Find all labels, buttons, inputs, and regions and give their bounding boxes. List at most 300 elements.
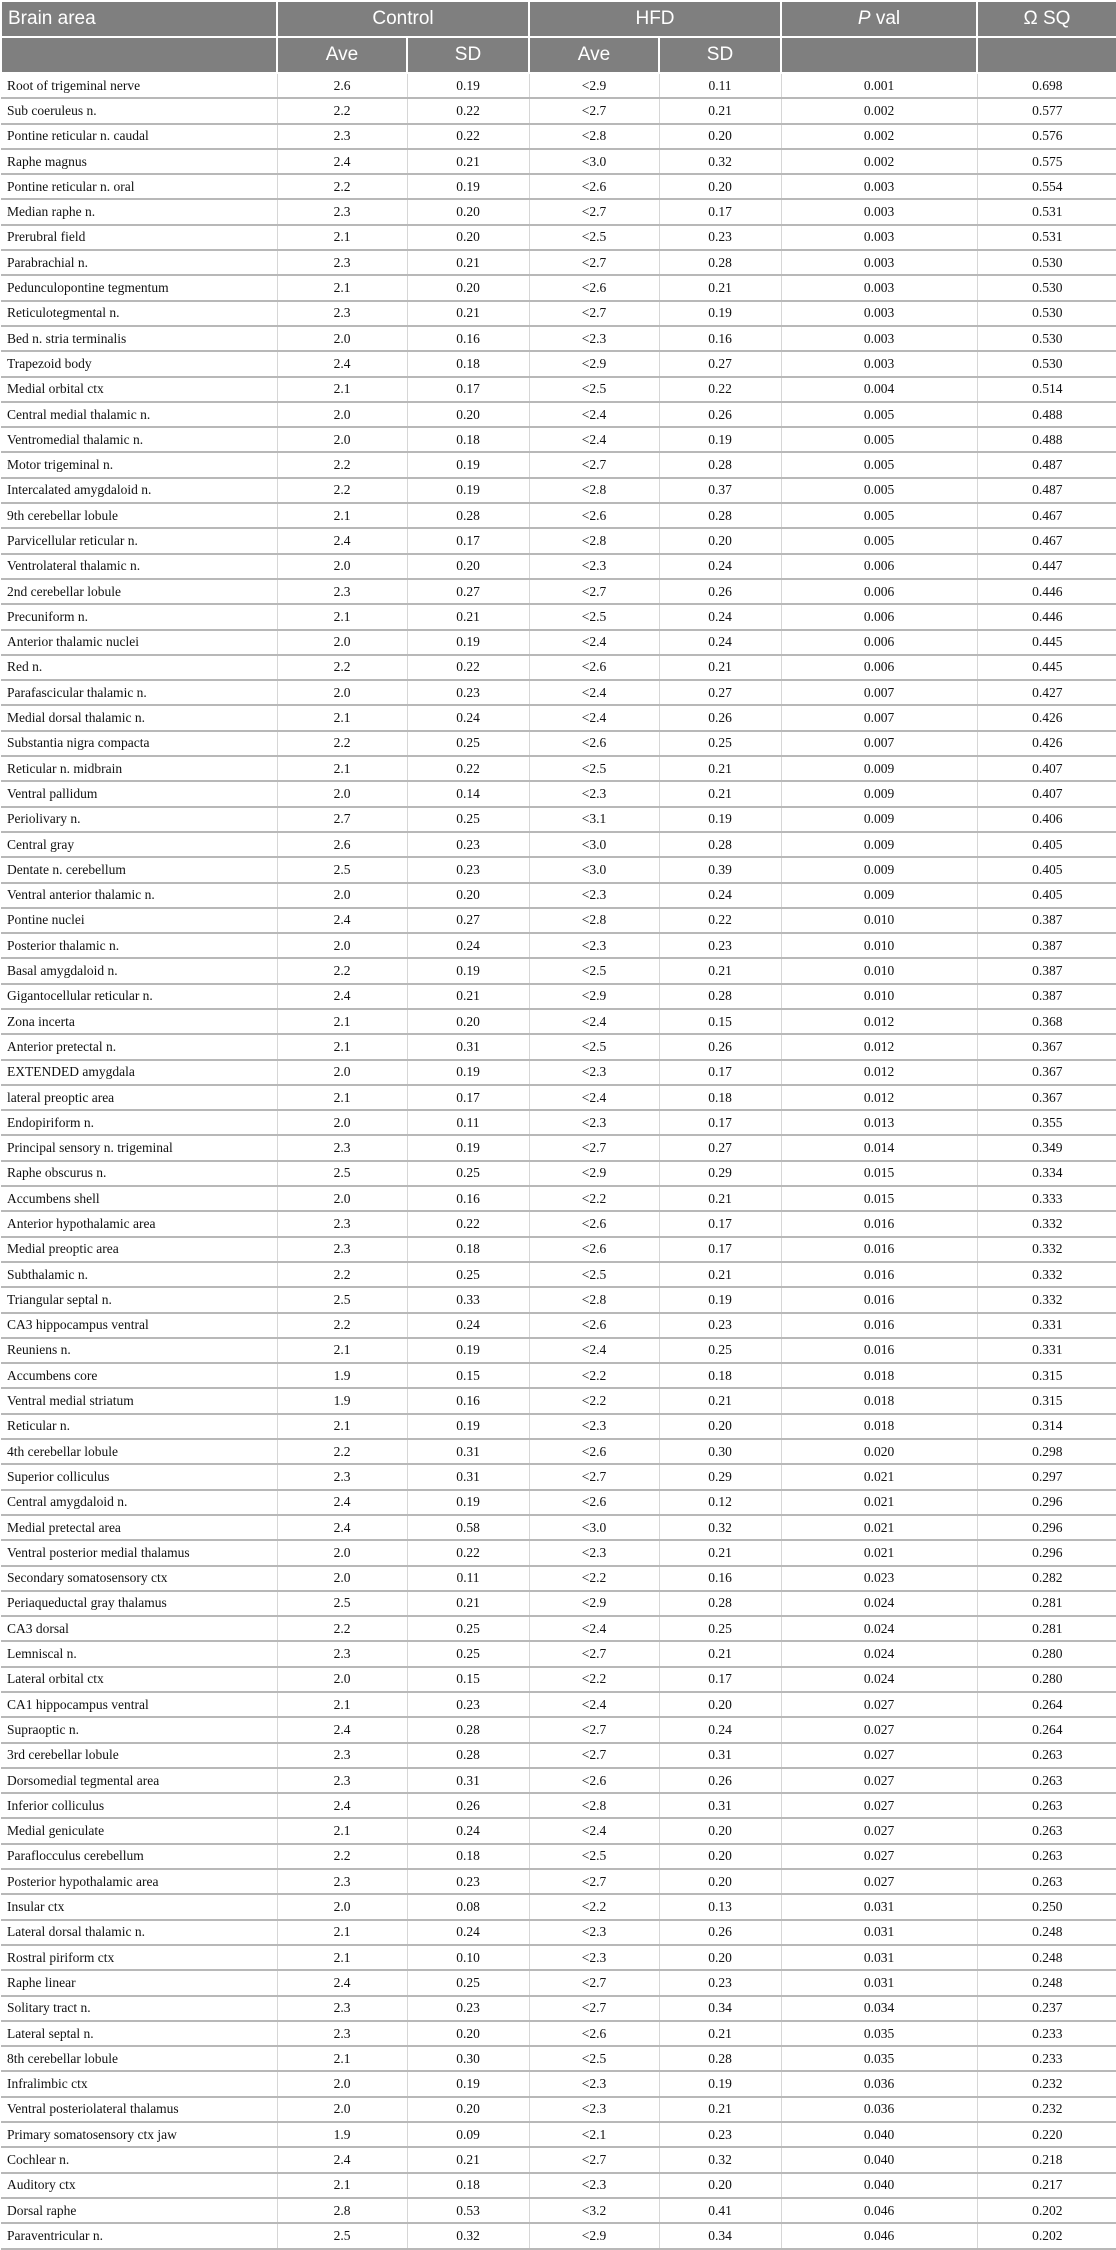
cell-control-sd: 0.19: [407, 478, 529, 503]
cell-control-sd: 0.21: [407, 250, 529, 275]
cell-hfd-sd: 0.21: [659, 1186, 781, 1211]
cell-control-ave: 1.9: [277, 2122, 407, 2147]
cell-hfd-ave: <2.9: [529, 2223, 659, 2248]
header-row-top: [1, 1, 1116, 37]
table-row: [1, 1414, 1116, 1439]
table-row: [1, 2046, 1116, 2071]
cell-hfd-sd: 0.21: [659, 2097, 781, 2122]
cell-hfd-sd: 0.15: [659, 1009, 781, 1034]
table-row: [1, 1566, 1116, 1591]
cell-omega-sq: 0.407: [977, 781, 1116, 806]
cell-hfd-sd: 0.17: [659, 1667, 781, 1692]
cell-hfd-sd: 0.28: [659, 832, 781, 857]
cell-omega-sq: 0.445: [977, 630, 1116, 655]
cell-hfd-sd: 0.26: [659, 402, 781, 427]
cell-control-sd: 0.19: [407, 958, 529, 983]
cell-p-value: 0.009: [781, 807, 977, 832]
cell-omega-sq: 0.218: [977, 2147, 1116, 2172]
cell-p-value: 0.016: [781, 1287, 977, 1312]
cell-control-sd: 0.09: [407, 2122, 529, 2147]
cell-brain-area: Reticular n.: [1, 1414, 277, 1439]
cell-control-sd: 0.31: [407, 1034, 529, 1059]
table-row: [1, 908, 1116, 933]
cell-brain-area: Pontine reticular n. caudal: [1, 124, 277, 149]
cell-brain-area: Endopiriform n.: [1, 1110, 277, 1135]
table-row: [1, 174, 1116, 199]
cell-control-sd: 0.32: [407, 2223, 529, 2248]
cell-hfd-ave: <2.2: [529, 1566, 659, 1591]
cell-brain-area: Medial dorsal thalamic n.: [1, 705, 277, 730]
cell-control-sd: 0.19: [407, 1338, 529, 1363]
cell-control-ave: 2.0: [277, 933, 407, 958]
table-row: [1, 1970, 1116, 1995]
cell-omega-sq: 0.281: [977, 1616, 1116, 1641]
cell-omega-sq: 0.217: [977, 2173, 1116, 2198]
cell-omega-sq: 0.530: [977, 351, 1116, 376]
cell-brain-area: Parabrachial n.: [1, 250, 277, 275]
cell-control-sd: 0.11: [407, 1566, 529, 1591]
cell-hfd-sd: 0.41: [659, 2198, 781, 2223]
cell-brain-area: Rostral piriform ctx: [1, 1945, 277, 1970]
cell-hfd-sd: 0.25: [659, 1338, 781, 1363]
cell-control-ave: 2.5: [277, 1287, 407, 1312]
cell-control-sd: 0.17: [407, 377, 529, 402]
cell-control-ave: 2.3: [277, 2021, 407, 2046]
cell-hfd-sd: 0.23: [659, 1970, 781, 1995]
cell-hfd-sd: 0.31: [659, 1743, 781, 1768]
cell-p-value: 0.003: [781, 301, 977, 326]
cell-control-ave: 2.0: [277, 2071, 407, 2096]
cell-hfd-sd: 0.22: [659, 377, 781, 402]
cell-p-value: 0.002: [781, 124, 977, 149]
table-row: [1, 1869, 1116, 1894]
cell-brain-area: EXTENDED amygdala: [1, 1060, 277, 1085]
cell-omega-sq: 0.406: [977, 807, 1116, 832]
cell-hfd-sd: 0.24: [659, 1717, 781, 1742]
cell-control-sd: 0.33: [407, 1287, 529, 1312]
cell-control-sd: 0.25: [407, 1161, 529, 1186]
table-row: [1, 579, 1116, 604]
table-row: [1, 73, 1116, 98]
cell-brain-area: Lateral dorsal thalamic n.: [1, 1920, 277, 1945]
cell-control-sd: 0.22: [407, 756, 529, 781]
cell-hfd-sd: 0.26: [659, 1920, 781, 1945]
table-row: [1, 1287, 1116, 1312]
cell-p-value: 0.040: [781, 2122, 977, 2147]
cell-control-sd: 0.19: [407, 2071, 529, 2096]
table-row: [1, 377, 1116, 402]
cell-control-sd: 0.27: [407, 579, 529, 604]
cell-control-sd: 0.20: [407, 883, 529, 908]
cell-omega-sq: 0.248: [977, 1920, 1116, 1945]
cell-brain-area: Central amygdaloid n.: [1, 1490, 277, 1515]
cell-control-ave: 2.1: [277, 377, 407, 402]
cell-hfd-ave: <2.5: [529, 604, 659, 629]
cell-brain-area: 4th cerebellar lobule: [1, 1439, 277, 1464]
cell-control-ave: 2.3: [277, 1869, 407, 1894]
cell-hfd-sd: 0.24: [659, 883, 781, 908]
cell-brain-area: Dentate n. cerebellum: [1, 857, 277, 882]
cell-hfd-sd: 0.37: [659, 478, 781, 503]
table-row: [1, 1363, 1116, 1388]
table-row: [1, 2122, 1116, 2147]
cell-hfd-sd: 0.21: [659, 2021, 781, 2046]
cell-omega-sq: 0.280: [977, 1641, 1116, 1666]
table-row: [1, 1313, 1116, 1338]
cell-hfd-ave: <2.6: [529, 275, 659, 300]
cell-p-value: 0.046: [781, 2198, 977, 2223]
cell-hfd-ave: <2.3: [529, 2071, 659, 2096]
cell-control-sd: 0.20: [407, 2097, 529, 2122]
cell-p-value: 0.040: [781, 2147, 977, 2172]
cell-control-ave: 2.0: [277, 402, 407, 427]
cell-p-value: 0.003: [781, 351, 977, 376]
header-omega-sq: Ω SQ: [977, 1, 1116, 37]
cell-brain-area: Raphe obscurus n.: [1, 1161, 277, 1186]
cell-hfd-sd: 0.17: [659, 1237, 781, 1262]
cell-omega-sq: 0.445: [977, 655, 1116, 680]
cell-p-value: 0.010: [781, 984, 977, 1009]
table-row: [1, 604, 1116, 629]
cell-omega-sq: 0.233: [977, 2046, 1116, 2071]
table-row: [1, 1085, 1116, 1110]
cell-control-ave: 2.0: [277, 427, 407, 452]
header-p-value: [781, 1, 977, 37]
cell-control-sd: 0.21: [407, 149, 529, 174]
cell-control-ave: 2.1: [277, 1945, 407, 1970]
cell-brain-area: lateral preoptic area: [1, 1085, 277, 1110]
cell-hfd-ave: <2.5: [529, 1844, 659, 1869]
cell-hfd-sd: 0.12: [659, 1490, 781, 1515]
cell-omega-sq: 0.232: [977, 2097, 1116, 2122]
cell-hfd-ave: <2.4: [529, 1009, 659, 1034]
cell-brain-area: Auditory ctx: [1, 2173, 277, 2198]
cell-brain-area: Accumbens shell: [1, 1186, 277, 1211]
cell-brain-area: Anterior pretectal n.: [1, 1034, 277, 1059]
cell-p-value: 0.003: [781, 174, 977, 199]
table-row: [1, 124, 1116, 149]
cell-hfd-sd: 0.29: [659, 1464, 781, 1489]
cell-p-value: 0.009: [781, 857, 977, 882]
cell-hfd-ave: <2.7: [529, 1717, 659, 1742]
cell-control-ave: 2.3: [277, 1996, 407, 2021]
header-hfd-ave: Ave: [529, 37, 659, 73]
cell-hfd-sd: 0.24: [659, 604, 781, 629]
cell-control-ave: 2.1: [277, 604, 407, 629]
cell-p-value: 0.036: [781, 2097, 977, 2122]
table-row: [1, 857, 1116, 882]
cell-omega-sq: 0.355: [977, 1110, 1116, 1135]
cell-control-ave: 2.4: [277, 1490, 407, 1515]
cell-hfd-ave: <2.3: [529, 326, 659, 351]
cell-brain-area: Red n.: [1, 655, 277, 680]
cell-brain-area: Lateral septal n.: [1, 2021, 277, 2046]
cell-brain-area: 8th cerebellar lobule: [1, 2046, 277, 2071]
cell-hfd-ave: <2.4: [529, 630, 659, 655]
table-row: [1, 275, 1116, 300]
cell-control-sd: 0.30: [407, 2046, 529, 2071]
cell-omega-sq: 0.248: [977, 1945, 1116, 1970]
cell-omega-sq: 0.447: [977, 554, 1116, 579]
cell-hfd-sd: 0.27: [659, 351, 781, 376]
cell-control-ave: 2.4: [277, 149, 407, 174]
cell-hfd-sd: 0.28: [659, 1591, 781, 1616]
cell-hfd-ave: <2.6: [529, 1768, 659, 1793]
cell-omega-sq: 0.331: [977, 1313, 1116, 1338]
cell-control-ave: 2.1: [277, 1920, 407, 1945]
cell-p-value: 0.034: [781, 1996, 977, 2021]
cell-hfd-ave: <2.6: [529, 2021, 659, 2046]
cell-control-ave: 2.1: [277, 275, 407, 300]
cell-hfd-ave: <2.7: [529, 250, 659, 275]
cell-brain-area: Medial geniculate: [1, 1818, 277, 1843]
cell-hfd-sd: 0.32: [659, 2147, 781, 2172]
cell-p-value: 0.005: [781, 427, 977, 452]
table-row: [1, 2198, 1116, 2223]
cell-brain-area: Raphe linear: [1, 1970, 277, 1995]
cell-omega-sq: 0.263: [977, 1743, 1116, 1768]
cell-omega-sq: 0.367: [977, 1085, 1116, 1110]
table-row: [1, 1464, 1116, 1489]
table-row: [1, 883, 1116, 908]
cell-omega-sq: 0.296: [977, 1515, 1116, 1540]
cell-hfd-ave: <2.3: [529, 1920, 659, 1945]
cell-hfd-ave: <2.7: [529, 1743, 659, 1768]
cell-omega-sq: 0.387: [977, 933, 1116, 958]
cell-control-sd: 0.25: [407, 807, 529, 832]
cell-p-value: 0.009: [781, 832, 977, 857]
cell-p-value: 0.005: [781, 478, 977, 503]
cell-hfd-ave: <2.2: [529, 1894, 659, 1919]
cell-hfd-sd: 0.34: [659, 1996, 781, 2021]
cell-brain-area: Paraventricular n.: [1, 2223, 277, 2248]
cell-hfd-ave: <2.7: [529, 1970, 659, 1995]
cell-p-value: 0.006: [781, 554, 977, 579]
table-row: [1, 1060, 1116, 1085]
cell-control-ave: 2.6: [277, 832, 407, 857]
cell-control-ave: 2.2: [277, 655, 407, 680]
cell-hfd-sd: 0.24: [659, 630, 781, 655]
cell-hfd-sd: 0.18: [659, 1363, 781, 1388]
cell-control-ave: 2.4: [277, 1515, 407, 1540]
cell-hfd-sd: 0.20: [659, 174, 781, 199]
cell-omega-sq: 0.467: [977, 528, 1116, 553]
cell-control-sd: 0.53: [407, 2198, 529, 2223]
cell-omega-sq: 0.263: [977, 1869, 1116, 1894]
cell-hfd-ave: <2.7: [529, 1464, 659, 1489]
cell-brain-area: Periaqueductal gray thalamus: [1, 1591, 277, 1616]
cell-hfd-ave: <2.8: [529, 1793, 659, 1818]
cell-hfd-ave: <2.6: [529, 731, 659, 756]
cell-hfd-sd: 0.19: [659, 1287, 781, 1312]
cell-control-sd: 0.19: [407, 1060, 529, 1085]
cell-hfd-sd: 0.21: [659, 655, 781, 680]
cell-omega-sq: 0.405: [977, 857, 1116, 882]
table-row: [1, 1338, 1116, 1363]
cell-control-ave: 2.0: [277, 2097, 407, 2122]
cell-control-sd: 0.22: [407, 98, 529, 123]
cell-control-ave: 2.0: [277, 1060, 407, 1085]
cell-omega-sq: 0.488: [977, 402, 1116, 427]
cell-omega-sq: 0.368: [977, 1009, 1116, 1034]
cell-control-sd: 0.23: [407, 1869, 529, 1894]
cell-control-ave: 2.3: [277, 1135, 407, 1160]
table-row: [1, 1515, 1116, 1540]
cell-brain-area: Medial preoptic area: [1, 1237, 277, 1262]
cell-hfd-sd: 0.26: [659, 1768, 781, 1793]
table-row: [1, 984, 1116, 1009]
cell-omega-sq: 0.576: [977, 124, 1116, 149]
header-brain-area: Brain area: [1, 1, 277, 37]
cell-control-ave: 2.2: [277, 1262, 407, 1287]
cell-control-sd: 0.22: [407, 655, 529, 680]
cell-hfd-sd: 0.17: [659, 1110, 781, 1135]
cell-brain-area: Medial pretectal area: [1, 1515, 277, 1540]
table-row: [1, 427, 1116, 452]
cell-control-ave: 2.0: [277, 1894, 407, 1919]
cell-omega-sq: 0.264: [977, 1717, 1116, 1742]
table-row: [1, 1009, 1116, 1034]
cell-control-ave: 2.0: [277, 1186, 407, 1211]
cell-p-value: 0.003: [781, 225, 977, 250]
cell-p-value: 0.027: [781, 1793, 977, 1818]
cell-hfd-ave: <3.0: [529, 832, 659, 857]
cell-hfd-ave: <2.3: [529, 2097, 659, 2122]
cell-brain-area: Reticular n. midbrain: [1, 756, 277, 781]
cell-hfd-ave: <2.3: [529, 933, 659, 958]
cell-p-value: 0.012: [781, 1034, 977, 1059]
cell-hfd-ave: <2.3: [529, 1945, 659, 1970]
cell-brain-area: Medial orbital ctx: [1, 377, 277, 402]
cell-hfd-ave: <2.2: [529, 1186, 659, 1211]
table-row: [1, 1641, 1116, 1666]
cell-hfd-ave: <2.5: [529, 377, 659, 402]
cell-brain-area: Subthalamic n.: [1, 1262, 277, 1287]
cell-omega-sq: 0.405: [977, 832, 1116, 857]
cell-omega-sq: 0.263: [977, 1793, 1116, 1818]
table-row: [1, 1439, 1116, 1464]
cell-control-sd: 0.17: [407, 1085, 529, 1110]
cell-control-sd: 0.25: [407, 731, 529, 756]
cell-hfd-sd: 0.21: [659, 781, 781, 806]
cell-brain-area: Primary somatosensory ctx jaw: [1, 2122, 277, 2147]
table-row: [1, 1237, 1116, 1262]
cell-control-sd: 0.22: [407, 1540, 529, 1565]
cell-hfd-ave: <2.3: [529, 554, 659, 579]
cell-hfd-ave: <2.4: [529, 402, 659, 427]
cell-omega-sq: 0.237: [977, 1996, 1116, 2021]
cell-brain-area: Parvicellular reticular n.: [1, 528, 277, 553]
cell-omega-sq: 0.296: [977, 1540, 1116, 1565]
cell-hfd-ave: <2.7: [529, 452, 659, 477]
cell-hfd-ave: <2.3: [529, 1060, 659, 1085]
cell-control-ave: 2.2: [277, 174, 407, 199]
cell-brain-area: Bed n. stria terminalis: [1, 326, 277, 351]
cell-p-value: 0.023: [781, 1566, 977, 1591]
cell-hfd-sd: 0.21: [659, 98, 781, 123]
header-p-rest: val: [870, 8, 901, 29]
table-row: [1, 630, 1116, 655]
table-row: [1, 554, 1116, 579]
cell-p-value: 0.005: [781, 402, 977, 427]
cell-p-value: 0.003: [781, 275, 977, 300]
table-row: [1, 199, 1116, 224]
cell-hfd-ave: <2.7: [529, 1996, 659, 2021]
cell-omega-sq: 0.332: [977, 1262, 1116, 1287]
cell-hfd-ave: <2.8: [529, 908, 659, 933]
cell-hfd-ave: <2.4: [529, 1818, 659, 1843]
cell-hfd-sd: 0.26: [659, 579, 781, 604]
cell-hfd-sd: 0.21: [659, 756, 781, 781]
cell-control-sd: 0.24: [407, 1818, 529, 1843]
cell-p-value: 0.002: [781, 149, 977, 174]
cell-brain-area: Central medial thalamic n.: [1, 402, 277, 427]
cell-control-ave: 2.2: [277, 1313, 407, 1338]
cell-brain-area: Solitary tract n.: [1, 1996, 277, 2021]
cell-hfd-ave: <2.6: [529, 1490, 659, 1515]
cell-omega-sq: 0.264: [977, 1692, 1116, 1717]
cell-p-value: 0.010: [781, 908, 977, 933]
cell-brain-area: Gigantocellular reticular n.: [1, 984, 277, 1009]
cell-control-ave: 2.2: [277, 731, 407, 756]
cell-brain-area: Ventral posterior medial thalamus: [1, 1540, 277, 1565]
cell-control-ave: 2.4: [277, 351, 407, 376]
cell-hfd-ave: <2.6: [529, 1439, 659, 1464]
cell-omega-sq: 0.314: [977, 1414, 1116, 1439]
cell-hfd-sd: 0.27: [659, 680, 781, 705]
cell-hfd-sd: 0.20: [659, 1818, 781, 1843]
cell-brain-area: Supraoptic n.: [1, 1717, 277, 1742]
cell-control-ave: 2.1: [277, 503, 407, 528]
cell-p-value: 0.035: [781, 2021, 977, 2046]
cell-hfd-sd: 0.17: [659, 1060, 781, 1085]
cell-hfd-ave: <2.2: [529, 1388, 659, 1413]
cell-p-value: 0.016: [781, 1237, 977, 1262]
cell-p-value: 0.021: [781, 1540, 977, 1565]
cell-brain-area: Ventral anterior thalamic n.: [1, 883, 277, 908]
cell-control-ave: 2.2: [277, 1616, 407, 1641]
table-row: [1, 1135, 1116, 1160]
table-row: [1, 1110, 1116, 1135]
cell-hfd-ave: <2.4: [529, 1692, 659, 1717]
cell-control-ave: 2.0: [277, 1566, 407, 1591]
cell-hfd-sd: 0.21: [659, 1262, 781, 1287]
cell-hfd-sd: 0.28: [659, 503, 781, 528]
header-control-ave: Ave: [277, 37, 407, 73]
cell-hfd-sd: 0.21: [659, 1540, 781, 1565]
cell-p-value: 0.005: [781, 528, 977, 553]
cell-brain-area: Substantia nigra compacta: [1, 731, 277, 756]
cell-hfd-sd: 0.19: [659, 2071, 781, 2096]
cell-p-value: 0.021: [781, 1515, 977, 1540]
cell-omega-sq: 0.315: [977, 1388, 1116, 1413]
table-row: [1, 250, 1116, 275]
table-row: [1, 1616, 1116, 1641]
cell-hfd-ave: <2.3: [529, 1414, 659, 1439]
cell-p-value: 0.006: [781, 655, 977, 680]
cell-control-ave: 2.3: [277, 1237, 407, 1262]
cell-omega-sq: 0.426: [977, 705, 1116, 730]
cell-omega-sq: 0.531: [977, 199, 1116, 224]
cell-hfd-ave: <2.7: [529, 579, 659, 604]
cell-p-value: 0.007: [781, 705, 977, 730]
cell-hfd-ave: <2.3: [529, 1540, 659, 1565]
cell-p-value: 0.036: [781, 2071, 977, 2096]
cell-control-ave: 2.0: [277, 1110, 407, 1135]
cell-p-value: 0.027: [781, 1717, 977, 1742]
cell-control-ave: 2.4: [277, 2147, 407, 2172]
table-row: [1, 2071, 1116, 2096]
